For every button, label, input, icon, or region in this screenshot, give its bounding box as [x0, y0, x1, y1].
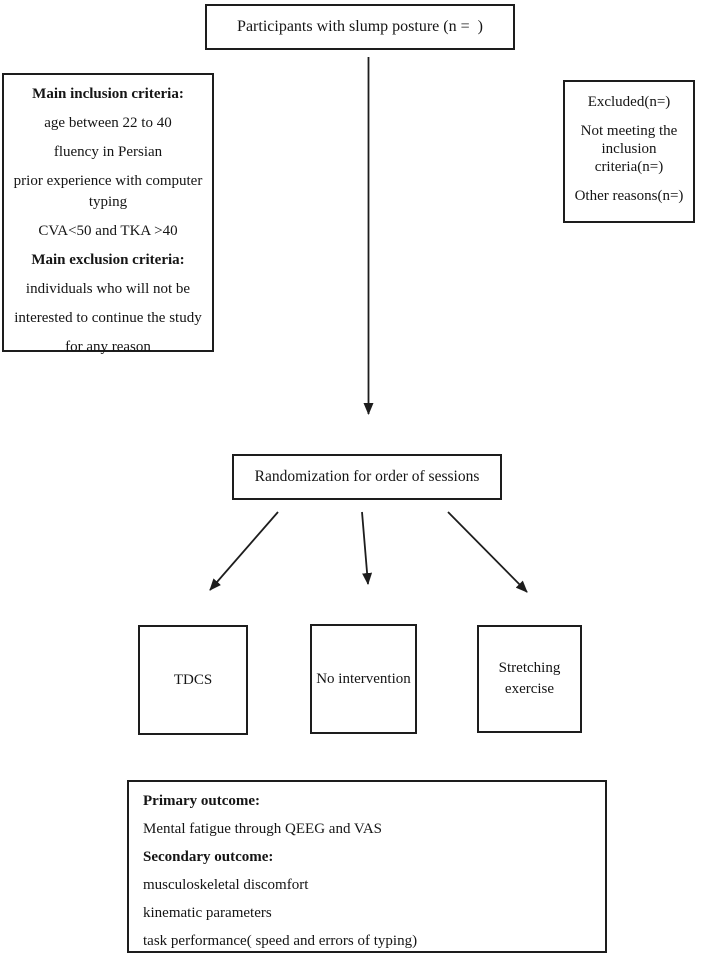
- exclusion-heading: Main exclusion criteria:: [31, 252, 185, 268]
- primary-outcome-item: Mental fatigue through QEEG and VAS: [143, 821, 382, 837]
- arm-label-stretching-exercise: Stretching exercise: [498, 660, 561, 697]
- excluded-line: Excluded(n=): [587, 94, 671, 110]
- secondary-outcome-item: musculoskeletal discomfort: [143, 877, 309, 893]
- arm-box-stretching-exercise: [477, 625, 582, 733]
- randomization-box: [232, 454, 502, 500]
- arrow-randomization-to-stretching: [448, 512, 527, 592]
- randomization-label: Randomization for order of sessions: [254, 468, 480, 485]
- outcome-box: [127, 780, 607, 953]
- criteria-box: [2, 73, 214, 355]
- secondary-outcome-heading: Secondary outcome:: [143, 849, 274, 865]
- arrow-randomization-to-no-intervention: [362, 512, 368, 584]
- arm-box-no-intervention: [310, 624, 417, 734]
- inclusion-item: prior experience with computer typing: [13, 173, 203, 210]
- participants-box: [205, 4, 515, 50]
- exclusion-line: for any reason: [65, 339, 151, 355]
- arm-label-no-intervention: No intervention: [316, 670, 411, 687]
- arm-label-tdcs: TDCS: [173, 671, 213, 688]
- inclusion-item: fluency in Persian: [53, 144, 163, 160]
- primary-outcome-heading: Primary outcome:: [143, 793, 261, 809]
- secondary-outcome-item: task performance( speed and errors of typing): [143, 933, 418, 949]
- inclusion-heading: Main inclusion criteria:: [32, 86, 184, 102]
- inclusion-item: age between 22 to 40: [44, 115, 172, 131]
- exclusion-line: interested to continue the study: [14, 310, 202, 326]
- exclusion-line: individuals who will not be: [25, 281, 191, 297]
- arrow-randomization-to-tdcs: [210, 512, 278, 590]
- excluded-line: Not meeting the inclusion criteria(n=): [580, 123, 678, 175]
- inclusion-item: CVA<50 and TKA >40: [38, 223, 178, 239]
- participants-label: Participants with slump posture (n = ): [237, 18, 483, 35]
- arm-box-tdcs: [138, 625, 248, 735]
- secondary-outcome-item: kinematic parameters: [143, 905, 272, 921]
- excluded-box: [563, 80, 695, 223]
- excluded-line: Other reasons(n=): [574, 188, 684, 204]
